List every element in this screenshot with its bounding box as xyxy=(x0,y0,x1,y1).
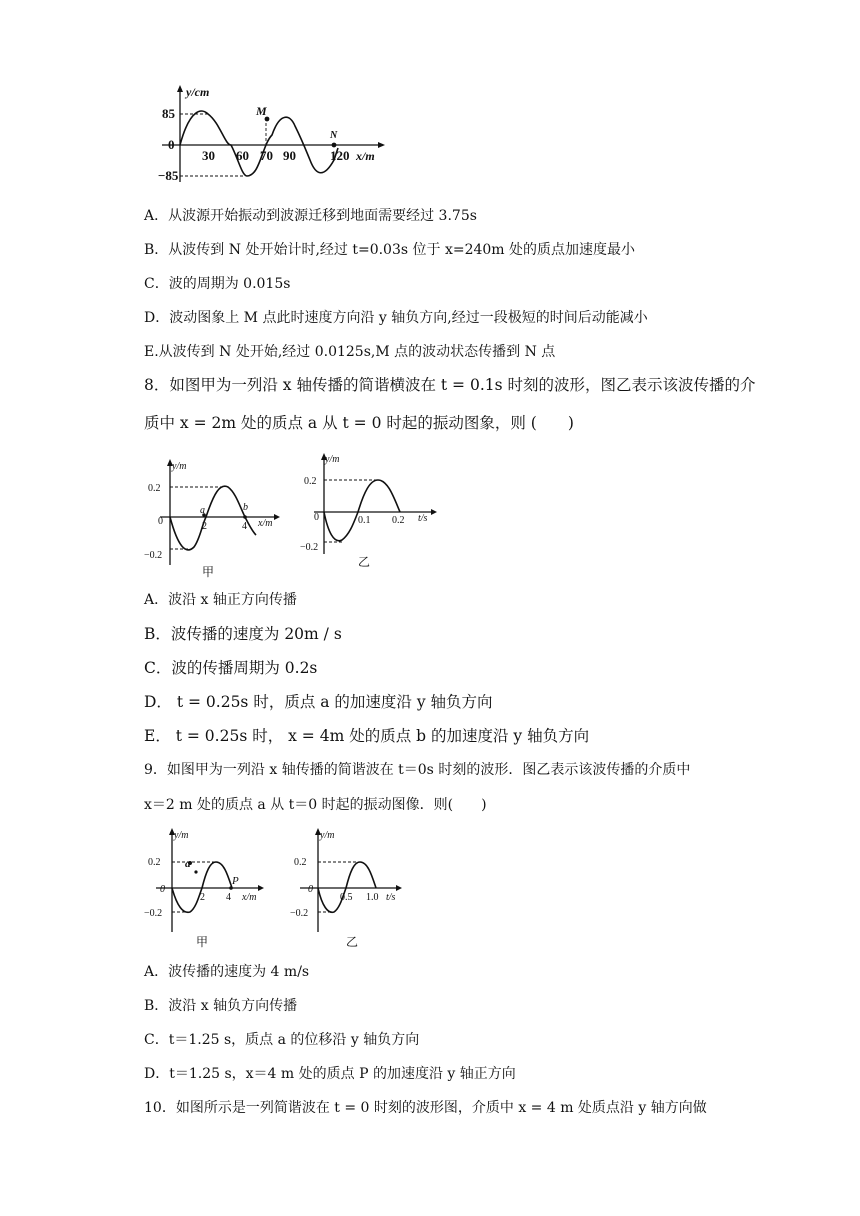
q7-wave-curve xyxy=(180,111,338,176)
q8-jia-caption: 甲 xyxy=(202,565,215,579)
q7-tick-90: 90 xyxy=(283,148,296,163)
q8-jia-ylabel: y/m xyxy=(172,461,187,472)
q8-yi-ymax: 0.2 xyxy=(304,476,317,487)
q8-jia-ymax: 0.2 xyxy=(148,483,161,494)
q9-jia-point-a: a xyxy=(185,858,191,870)
q7-ymin: −85 xyxy=(158,168,179,183)
q9-jia-caption: 甲 xyxy=(196,935,209,949)
q7-option-b: B．从波传到 N 处开始计时,经过 t=0.03s 位于 x=240m 处的质点加速度最小 xyxy=(144,242,636,258)
q7-tick-120: 120 xyxy=(330,148,350,163)
q8-jia-tick-2: 2 xyxy=(202,521,207,532)
q9-option-d: D．t＝1.25 s，x＝4 m 处的质点 P 的加速度沿 y 轴正方向 xyxy=(144,1066,516,1082)
q8-yi-origin: 0 xyxy=(314,512,319,523)
q7-ylabel: y/cm xyxy=(186,85,210,99)
q9-jia-ylabel: y/m xyxy=(174,830,189,841)
q8-option-a: A．波沿 x 轴正方向传播 xyxy=(144,592,297,608)
q9-stem-line2: x＝2 m 处的质点 a 从 t＝0 时起的振动图像．则( ) xyxy=(144,797,487,813)
q9-jia-origin: 0 xyxy=(160,884,165,895)
q9-yi-curve xyxy=(318,862,376,912)
q9-yi-caption: 乙 xyxy=(346,935,359,949)
q9-jia-point-p: P xyxy=(232,875,239,887)
q9-option-b: B．波沿 x 轴负方向传播 xyxy=(144,998,298,1014)
q9-yi-tick-1: 0.5 xyxy=(340,892,353,903)
q8-jia-curve xyxy=(170,486,256,550)
q9-jia-ymax: 0.2 xyxy=(148,857,161,868)
q8-option-b: B．波传播的速度为 20m / s xyxy=(144,625,342,643)
figure-q9-yi xyxy=(288,826,418,950)
q8-jia-xlabel: x/m xyxy=(258,518,273,529)
q7-tick-70: 70 xyxy=(260,148,273,163)
q9-option-c: C．t＝1.25 s，质点 a 的位移沿 y 轴负方向 xyxy=(144,1032,420,1048)
q8-yi-tick-1: 0.1 xyxy=(358,515,371,526)
q7-tick-30: 30 xyxy=(202,148,215,163)
q7-xlabel: x/m xyxy=(356,149,375,163)
q8-yi-xlabel: t/s xyxy=(418,513,428,524)
q8-stem-line2: 质中 x = 2m 处的质点 a 从 t = 0 时起的振动图象，则 ( ) xyxy=(144,414,574,432)
q8-yi-ylabel: y/m xyxy=(325,454,340,465)
q8-yi-curve xyxy=(324,480,400,541)
q8-jia-tick-4: 4 xyxy=(242,521,247,532)
q7-tick-60: 60 xyxy=(236,148,249,163)
q9-yi-ymin: −0.2 xyxy=(290,908,309,919)
q7-option-c: C．波的周期为 0.015s xyxy=(144,276,291,292)
q8-yi-ymin: −0.2 xyxy=(300,542,319,553)
q8-option-c: C．波的传播周期为 0.2s xyxy=(144,659,318,677)
q8-jia-point-b: b xyxy=(243,502,248,513)
q8-yi-tick-2: 0.2 xyxy=(392,515,405,526)
q9-yi-xlabel: t/s xyxy=(386,892,396,903)
q7-option-a: A．从波源开始振动到波源迁移到地面需要经过 3.75s xyxy=(144,208,477,224)
q9-jia-curve xyxy=(172,862,232,912)
q9-jia-tick-4: 4 xyxy=(226,892,231,903)
q8-option-e: E． t = 0.25s 时， x = 4m 处的质点 b 的加速度沿 y 轴负方向 xyxy=(144,727,590,745)
q8-jia-ymin: −0.2 xyxy=(144,550,163,561)
figure-q7-wave xyxy=(150,78,390,188)
figure-q9-jia xyxy=(144,826,274,950)
q7-ymax: 85 xyxy=(162,106,175,121)
q9-jia-xlabel: x/m xyxy=(242,892,257,903)
q7-origin: 0 xyxy=(168,137,175,152)
q8-stem-line1: 8．如图甲为一列沿 x 轴传播的简谐横波在 t = 0.1s 时刻的波形，图乙表示该波传播的介 xyxy=(144,376,756,394)
q9-yi-ymax: 0.2 xyxy=(294,857,307,868)
q9-option-a: A．波传播的速度为 4 m/s xyxy=(144,964,310,980)
q7-point-m: M xyxy=(256,104,267,118)
figure-q8-jia xyxy=(144,455,284,583)
q9-yi-ylabel: y/m xyxy=(320,830,335,841)
q8-yi-caption: 乙 xyxy=(358,555,371,569)
q8-option-d: D． t = 0.25s 时，质点 a 的加速度沿 y 轴负方向 xyxy=(144,693,493,711)
q8-jia-origin: 0 xyxy=(158,516,163,527)
q7-option-e: E.从波传到 N 处开始,经过 0.0125s,M 点的波动状态传播到 N 点 xyxy=(144,344,556,360)
q9-yi-origin: 0 xyxy=(308,884,313,895)
q9-yi-tick-2: 1.0 xyxy=(366,892,379,903)
q9-jia-ymin: −0.2 xyxy=(144,908,163,919)
q7-option-d: D．波动图象上 M 点此时速度方向沿 y 轴负方向,经过一段极短的时间后动能减小 xyxy=(144,310,648,326)
q9-stem-line1: 9．如图甲为一列沿 x 轴传播的简谐波在 t＝0s 时刻的波形．图乙表示该波传播的介质中 xyxy=(144,762,691,778)
q7-point-n: N xyxy=(330,130,338,141)
q8-jia-point-a: a xyxy=(200,505,205,516)
q10-stem: 10．如图所示是一列简谐波在 t = 0 时刻的波形图，介质中 x = 4 m 处质点沿 y 轴方向做 xyxy=(144,1100,707,1116)
figure-q8-yi xyxy=(300,450,450,570)
q9-jia-tick-2: 2 xyxy=(200,892,205,903)
